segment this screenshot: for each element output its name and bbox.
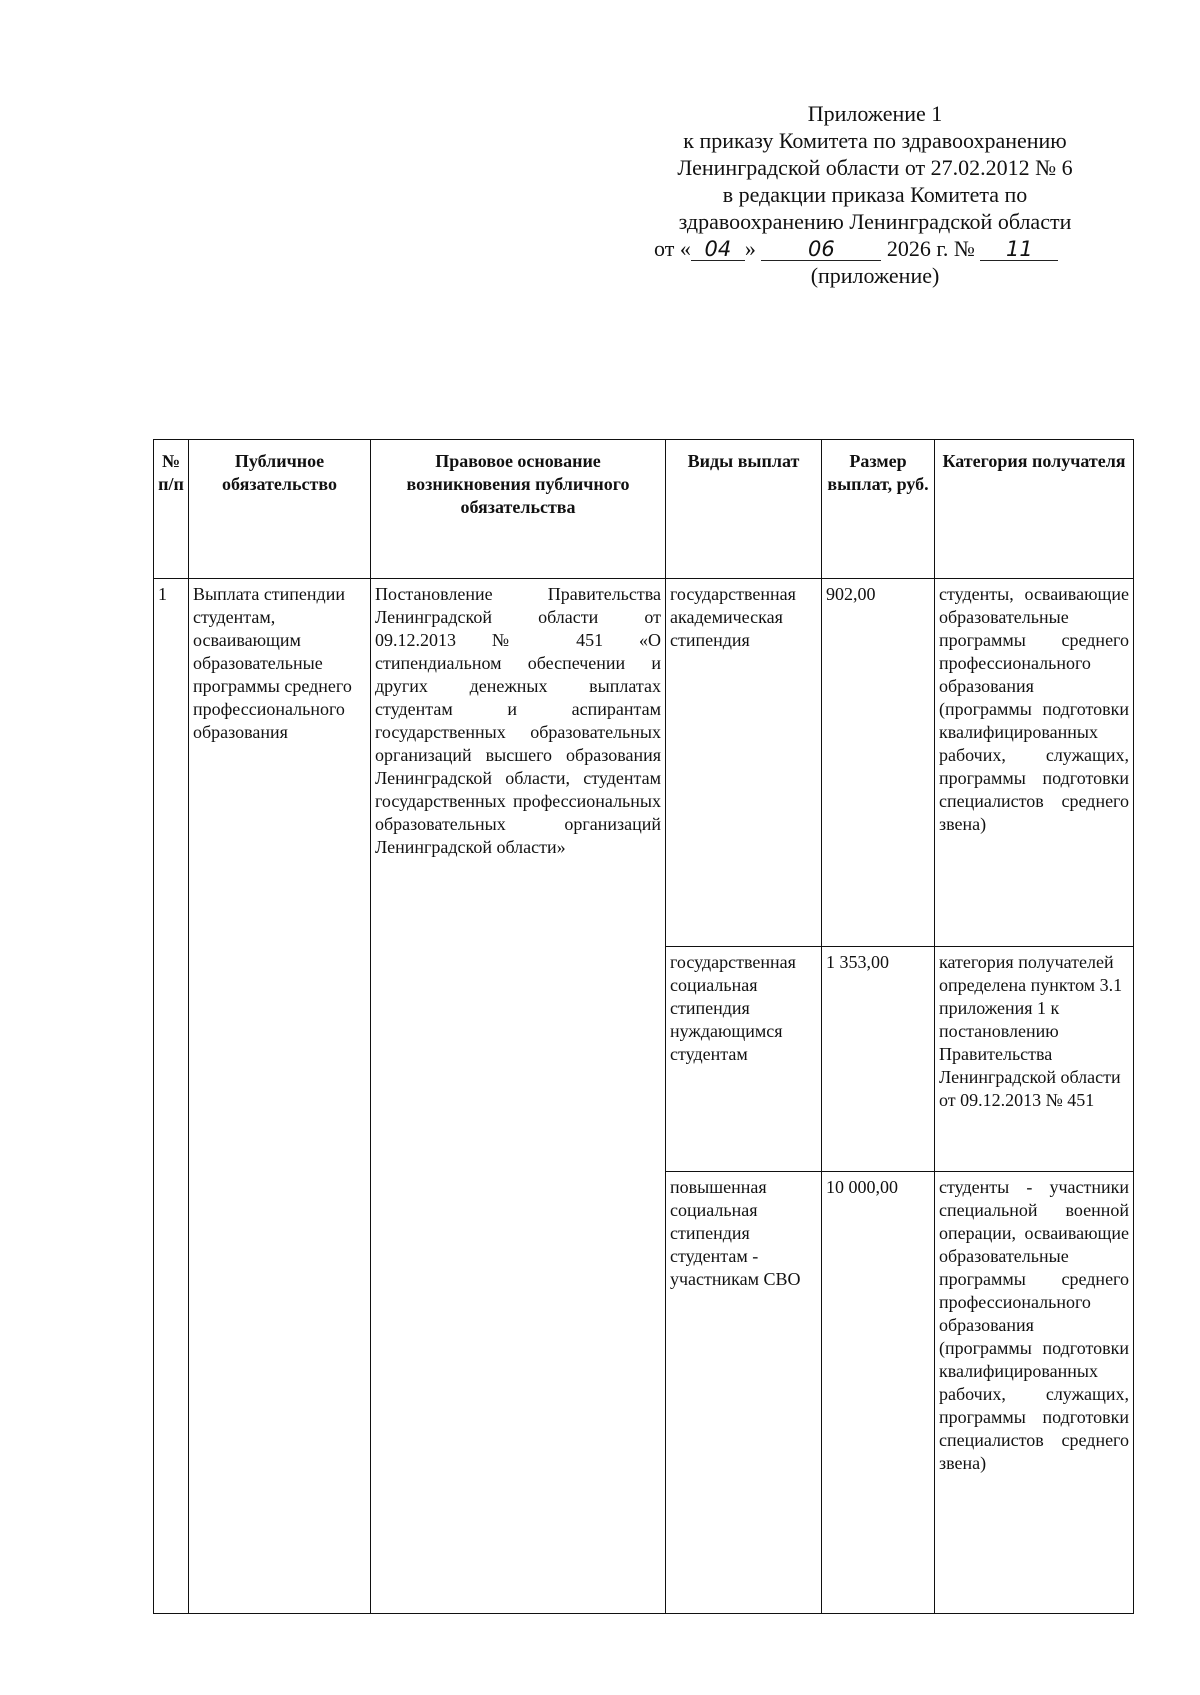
- date-mid: »: [744, 236, 756, 261]
- handwritten-day: 04: [691, 238, 745, 261]
- payment-amount: 10 000,00: [822, 1172, 935, 1614]
- revision-date-line: [640, 235, 1110, 262]
- date-prefix: от «: [654, 236, 691, 261]
- appendix-order-ref: к приказу Комитета по здравоохранению: [683, 128, 1067, 153]
- col-header-num: № п/п: [154, 440, 189, 579]
- date-year: 2026 г. №: [886, 236, 975, 261]
- col-header-payment-type: Виды выплат: [666, 440, 822, 579]
- payment-type: государственная академическая стипендия: [666, 579, 822, 947]
- appendix-revision-committee: здравоохранению Ленинградской области: [678, 209, 1072, 234]
- obligations-table: [153, 439, 1134, 1614]
- payment-type: повышенная социальная стипендия студентам - участникам СВО: [666, 1172, 822, 1614]
- appendix-note: (приложение): [810, 263, 940, 288]
- col-header-category: Категория получателя: [935, 440, 1134, 579]
- handwritten-month: 06: [761, 238, 881, 261]
- payment-category: студенты - участники специальной военной операции, осваивающие образовательные программы среднего профессионального образования (программы подготовки квалифицированных рабочих, служащих, программы подготовки специалистов среднего звена): [935, 1172, 1134, 1614]
- row-number: 1: [154, 579, 189, 1614]
- row-obligation: Выплата стипендии студентам, осваивающим образовательные программы среднего профессионального образования: [189, 579, 371, 1614]
- table-header-row: [154, 440, 1134, 579]
- appendix-title: Приложение 1: [807, 101, 943, 126]
- table-row: [154, 579, 1134, 947]
- handwritten-number: 11: [980, 238, 1058, 261]
- payment-amount: 1 353,00: [822, 947, 935, 1172]
- row-legal-basis: Постановление Правительства Ленинградской области от 09.12.2013 № 451 «О стипендиальном обеспечении и других денежных выплатах студентам и аспирантам государственных образовательных организаций высшего образования Ленинградской области, студентам государственных профессиональных образовательных организаций Ленинградской области»: [371, 579, 666, 1614]
- col-header-amount: Размер выплат, руб.: [822, 440, 935, 579]
- appendix-order-date: Ленинградской области от 27.02.2012 № 6: [677, 155, 1073, 180]
- payment-category: категория получателей определена пунктом 3.1 приложения 1 к постановлению Правительства Ленинградской области от 09.12.2013 № 451: [935, 947, 1134, 1172]
- appendix-revision: в редакции приказа Комитета по: [722, 182, 1028, 207]
- payment-type: государственная социальная стипендия нуждающимся студентам: [666, 947, 822, 1172]
- payment-amount: 902,00: [822, 579, 935, 947]
- col-header-obligation: Публичное обязательство: [189, 440, 371, 579]
- appendix-header: [640, 100, 1110, 289]
- payment-category: студенты, осваивающие образовательные программы среднего профессионального образования (программы подготовки квалифицированных рабочих, служащих, программы подготовки специалистов среднего звена): [935, 579, 1134, 947]
- col-header-legal-basis: Правовое основание возникновения публичного обязательства: [371, 440, 666, 579]
